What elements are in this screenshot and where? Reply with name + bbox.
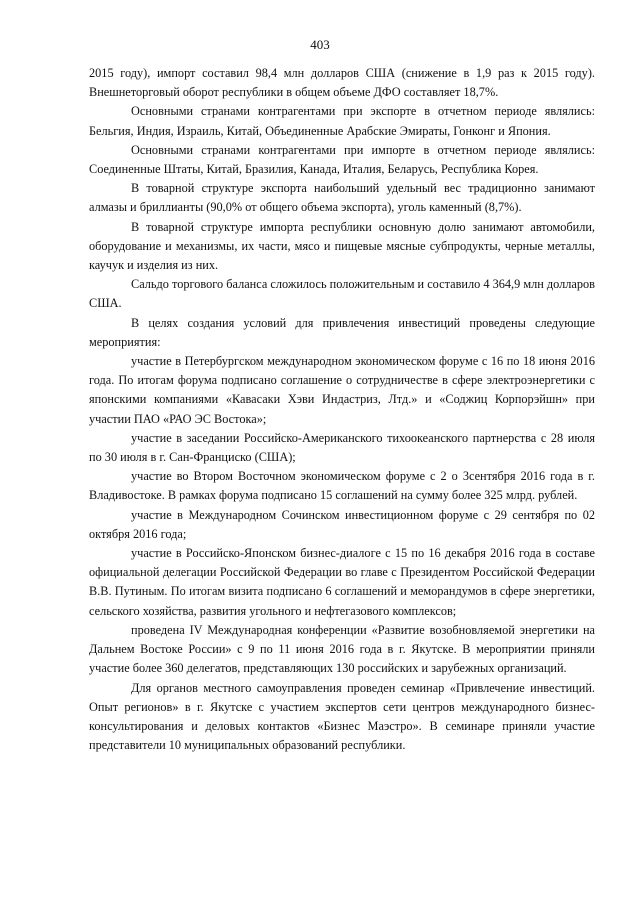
paragraph: 2015 году), импорт составил 98,4 млн долларов США (снижение в 1,9 раз к 2015 году). Внешнеторговый оборот республики в общем объеме ДФО составляет 18,7%. (89, 66, 595, 100)
document-body (89, 64, 595, 755)
paragraph: участие в Международном Сочинском инвестиционном форуме с 29 сентября по 02 октября 2016 года; (89, 507, 595, 541)
paragraph: участие в заседании Российско-Американского тихоокеанского партнерства с 28 июля по 30 июля в г. Сан-Франциско (США); (89, 430, 595, 465)
paragraph: В целях создания условий для привлечения инвестиций проведены следующие мероприятия: (89, 315, 595, 349)
paragraph: участие во Втором Восточном экономическом форуме с 2 о 3сентября 2016 года в г. Владивостоке. В рамках форума подписано 15 соглашений на сумму более 325 млрд. рублей. (89, 469, 595, 503)
paragraph: Основными странами контрагентами при экспорте в отчетном периоде являлись: Бельгия, Индия, Израиль, Китай, Объединенные Арабские Эмираты, Гонконг и Япония. (89, 104, 595, 138)
paragraph: Сальдо торгового баланса сложилось положительным и составило 4 364,9 млн долларов США. (89, 277, 595, 311)
page-number: 403 (310, 37, 330, 52)
paragraph: участие в Петербургском международном экономическом форуме с 16 по 18 июня 2016 года. По итогам форума подписано соглашение о сотрудничестве в сфере электроэнергетики с японскими компаниями «Кавасаки Хэви Индастриз, Лтд.» и «Соджиц Корпорэйшн» при участии ПАО «РАО ЭС Востока»; (89, 354, 595, 426)
paragraph: Основными странами контрагентами при импорте в отчетном периоде являлись: Соединенные Штаты, Китай, Бразилия, Канада, Италия, Беларусь, Республика Корея. (89, 142, 595, 177)
paragraph: проведена IV Международная конференции «Развитие возобновляемой энергетики на Дальнем Востоке России» с 9 по 11 июня 2016 года в г. Якутске. В мероприятии приняли участие более 360 делегатов, представляющих 130 российских и зарубежных организаций. (89, 622, 595, 676)
paragraph: В товарной структуре экспорта наибольший удельный вес традиционно занимают алмазы и бриллианты (90,0% от общего объема экспорта), уголь каменный (8,7%). (89, 181, 595, 215)
paragraph: В товарной структуре импорта республики основную долю занимают автомобили, оборудование и механизмы, их части, мясо и пищевые мясные субпродукты, черные металлы, каучук и изделия из них. (89, 219, 595, 273)
paragraph: участие в Российско-Японском бизнес-диалоге с 15 по 16 декабря 2016 года в составе официальной делегации Российской Федерации во главе с Президентом Российской Федерации В.В. Путиным. По итогам визита подписано 6 соглашений и меморандумов в сфере энергетики, сельского хозяйства, развития угольного и нефтегазового комплексов; (89, 546, 595, 618)
paragraph: Для органов местного самоуправления проведен семинар «Привлечение инвестиций. Опыт регионов» в г. Якутске с участием экспертов сети центров международного бизнес-консультирования и деловых контактов «Бизнес Маэстро». В семинаре приняли участие представители 10 муниципальных образований республики. (89, 680, 595, 753)
